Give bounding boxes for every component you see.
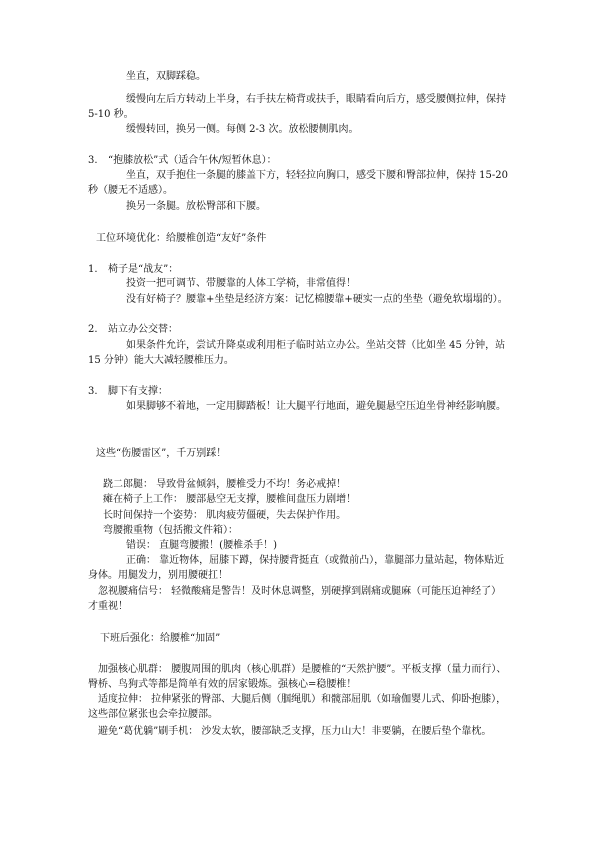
bullet-item: 加强核心肌群： 腰腹周围的肌肉（核心肌群）是腰椎的“天然护腰”。平板支撑（量力而行）、臀桥、鸟狗式等都是简单有效的居家锻炼。强核心=稳腰椎！ xyxy=(88,664,507,690)
item-number: 1. xyxy=(88,264,98,275)
numbered-item-title xyxy=(88,384,509,399)
paragraph: 缓慢转回，换另一侧。每侧 2-3 次。放松腰侧肌肉。 xyxy=(126,124,359,135)
bullet-item: 瘫在椅子上工作： 腰部悬空无支撑，腰椎间盘压力剧增！ xyxy=(103,494,357,505)
paragraph: 换另一条腿。放松臀部和下腰。 xyxy=(126,201,266,212)
paragraph: 投资一把可调节、带腰靠的人体工学椅，非常值得！ xyxy=(126,278,356,289)
section-heading: 下班后强化：给腰椎“加固” xyxy=(100,633,221,644)
paragraph: 缓慢向左后方转动上半身，右手扶左椅背或扶手，眼睛看向后方，感受腰侧拉伸，保持 5-10 秒。 xyxy=(88,94,506,120)
bullet-item: 忽视腰痛信号： 轻微酸痛是警告！及时休息调整，别硬撑到剧痛或腿麻（可能压迫神经了）才重视！ xyxy=(88,586,502,612)
bullet-item: 长时间保持一个姿势： 肌肉疲劳僵硬，失去保护作用。 xyxy=(103,510,347,521)
bullet-item: 弯腰搬重物（包括搬文件箱）： xyxy=(103,525,238,536)
numbered-item-title xyxy=(88,322,509,337)
paragraph: 如果条件允许，尝试升降桌或利用柜子临时站立办公。坐站交替（比如坐 45 分钟，站 15 分钟）能大大减轻腰椎压力。 xyxy=(88,340,506,366)
item-title: 脚下有支撑： xyxy=(108,386,168,397)
sub-item: 正确： 靠近物体，屈膝下蹲，保持腰背挺直（或微前凸），靠腿部力量站起，物体贴近身体。用腿发力，别用腰硬扛！ xyxy=(88,555,505,581)
numbered-item-title xyxy=(88,153,509,168)
section-heading: 这些“伤腰雷区”，千万别踩！ xyxy=(96,448,227,459)
bullet-item: 避免“葛优躺”刷手机： 沙发太软，腰部缺乏支撑，压力山大！非要躺，在腰后垫个靠枕。 xyxy=(98,726,492,737)
section-heading: 工位环境优化：给腰椎创造“友好”条件 xyxy=(96,233,267,244)
bullet-item: 跷二郎腿： 导致骨盆倾斜，腰椎受力不均！务必戒掉！ xyxy=(103,479,347,490)
item-number: 3. xyxy=(88,386,98,397)
item-title: 椅子是“战友”： xyxy=(108,264,179,275)
item-title: 站立办公交替： xyxy=(108,324,178,335)
sub-item: 错误： 直腿弯腰搬！(腰椎杀手！) xyxy=(126,540,277,551)
item-number: 3. xyxy=(88,155,98,166)
numbered-item-title xyxy=(88,262,509,277)
paragraph: 坐直，双脚踩稳。 xyxy=(126,71,206,82)
paragraph: 坐直，双手抱住一条腿的膝盖下方，轻轻拉向胸口，感受下腰和臀部拉伸，保持 15-20 秒（腰无不适感）。 xyxy=(88,170,509,196)
paragraph: 如果脚够不着地，一定用脚踏板！让大腿平行地面，避免腿悬空压迫坐骨神经影响腰。 xyxy=(126,401,506,412)
paragraph: 没有好椅子？腰靠+坐垫是经济方案：记忆棉腰靠+硬实一点的坐垫（避免软塌塌的）。 xyxy=(126,294,508,305)
item-number: 2. xyxy=(88,324,98,335)
bullet-item: 适度拉伸： 拉伸紧张的臀部、大腿后侧（腘绳肌）和髋部屈肌（如瑜伽婴儿式、仰卧抱膝），这些部位紧张也会牵拉腰部。 xyxy=(88,694,507,720)
item-title: “抱膝放松”式（适合午休/短暂休息）： xyxy=(108,155,277,166)
